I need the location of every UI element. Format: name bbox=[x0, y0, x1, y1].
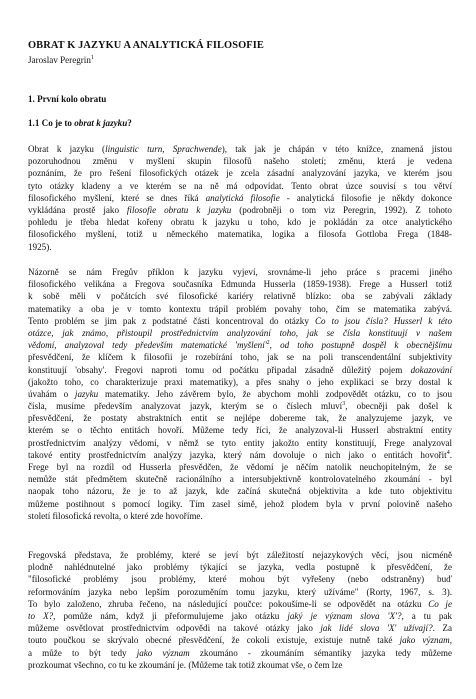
italic-text: dokazování bbox=[410, 364, 452, 375]
italic-text: filosofie obratu k jazyku bbox=[126, 204, 232, 215]
text-line bbox=[28, 598, 452, 610]
footnote-ref[interactable]: 4 bbox=[446, 449, 450, 456]
italic-text: , od toho postupně dospěl k obecnějšímu bbox=[269, 340, 452, 351]
text-line bbox=[28, 143, 452, 155]
text-line bbox=[28, 192, 452, 204]
italic-text: jako význam bbox=[399, 635, 450, 646]
text-line bbox=[28, 204, 452, 216]
text-run: kterém se o těchto entitách hovoří. Můžeme tedy říci, že analyzoval-li Husserl abstraktní entity bbox=[28, 425, 452, 436]
text-line bbox=[28, 622, 452, 634]
text-line bbox=[28, 278, 452, 290]
italic-text: jaký je význam slova 'X'? bbox=[287, 610, 402, 621]
text-line bbox=[28, 549, 452, 561]
text-line bbox=[28, 461, 452, 473]
text-run: ), tak jak je chápán v této knížce, znamená jistou bbox=[221, 144, 452, 154]
paragraph-3 bbox=[28, 549, 452, 671]
text-run: a může to být tedy bbox=[28, 647, 137, 658]
text-run: tyto otázky kladeny a ve kterém se na ně má odpovídat. Tento obrat úzce souvisí s tou větví bbox=[28, 180, 452, 191]
text-run: vykládána prostě jako bbox=[28, 204, 127, 215]
text-line bbox=[28, 315, 452, 327]
subsection-heading: 1.1 Co je to obrat k jazyku? bbox=[28, 118, 132, 128]
text-run: filosofického velikána a Fregova současníka Edmunda Husserla (1859-1938). Frege a Husserl totiž bbox=[28, 279, 452, 290]
text-run: naopak toho názoru, že je to až jazyk, kde začíná skutečná objektivita a kde tuto objektivitu bbox=[28, 486, 452, 497]
text-run: Obrat k jazyku ( bbox=[28, 144, 106, 154]
text-line bbox=[28, 449, 452, 461]
text-line bbox=[28, 180, 452, 192]
text-line bbox=[28, 586, 452, 598]
text-run: Fregovská představa, že problémy, které se jeví být záležitostí nejazykových věcí, jsou nicméně bbox=[28, 550, 452, 560]
italic-text: jazyku bbox=[74, 388, 99, 399]
text-line bbox=[28, 364, 452, 376]
text-run: . Za bbox=[432, 623, 452, 634]
text-run: . bbox=[449, 449, 452, 460]
text-run: To bylo založeno, zhruba řečeno, na následující poučce: pokoušíme-li se odpovědět na otázku bbox=[28, 598, 429, 609]
italic-text: linguistic turn, Sprachwende bbox=[105, 144, 222, 154]
italic-text: vědomí, analyzoval tedy především matematické 'myšlení' bbox=[28, 340, 267, 351]
text-run: můžeme postihnout s pomocí logiky. Tím zasel símě, jehož plodem byla v první polovině našeho bbox=[28, 498, 452, 509]
text-run: pohledu je třeba hledat kořeny obratu k jazyku u toho, kdo je pokládán za otce analytického bbox=[28, 217, 452, 228]
footnote-ref[interactable]: 2 bbox=[266, 340, 270, 347]
text-run: přesvědčení, že klíčem k filosofii je rozebírání toho, jak se na poli transcendentální subjektivity bbox=[28, 352, 452, 363]
text-line bbox=[28, 155, 452, 167]
text-run: k sobě měli v počátcích své filosofické kariéry relativně blízko: oba se zabývali základy bbox=[28, 291, 452, 302]
text-line bbox=[28, 228, 452, 240]
text-run: můžeme osvětlovat prostřednictvím odpovědi na takové otázky jako bbox=[28, 623, 321, 634]
text-run: matematiky a oba je v tomto kontextu trápil problém povahy toho, čím se matematika zabývá. bbox=[28, 303, 452, 314]
text-line bbox=[28, 388, 452, 400]
text-run: - analytická filosofie je někdy dokonce bbox=[279, 192, 453, 203]
text-line bbox=[28, 412, 452, 424]
text-run: takové entity prostřednictvím analýzy jazyka, který nám dovoluje o nich jako o entitách hovořit bbox=[28, 449, 447, 460]
text-line bbox=[28, 561, 452, 573]
text-line bbox=[28, 400, 452, 412]
text-line bbox=[28, 510, 452, 522]
italic-text: otázce, jak známo, přistoupil prostřednictvím analyzování toho, jak se čísla konstituují v našem bbox=[28, 327, 452, 338]
text-line bbox=[28, 290, 452, 302]
text-line bbox=[28, 216, 452, 228]
text-line bbox=[28, 647, 452, 659]
text-run: poznáním, že pro řešení filosofických otázek je zcela zásadní analyzování jazyka, ve kterém jsou bbox=[28, 168, 452, 179]
text-run: "filosofické problémy jsou problémy, které mohou být vyřešeny (nebo odstraněny) buď bbox=[28, 574, 452, 585]
text-line bbox=[28, 303, 452, 315]
author-line bbox=[28, 54, 94, 66]
text-run: konstituují 'obsahy'. Fregovi naproti tomu od počátku připadal zásadně důležitý pojem bbox=[28, 364, 411, 375]
text-line bbox=[28, 473, 452, 485]
text-line bbox=[28, 327, 452, 339]
italic-text: Co je bbox=[428, 598, 452, 609]
text-run: filosofického myšlení, které se dnes říká bbox=[28, 192, 206, 203]
italic-text: analytická filosofie bbox=[205, 192, 280, 203]
text-run: úvahám o bbox=[28, 388, 75, 399]
text-run: , obecněji pak došel k bbox=[345, 401, 452, 412]
text-run: plodně nahlédnutelné jako problémy týkající se jazyka, vedla postupně k přesvědčení, že bbox=[28, 562, 452, 573]
italic-text: to X? bbox=[28, 610, 54, 621]
text-line bbox=[28, 351, 452, 363]
text-run: (podrobněji o tom viz Peregrin, 1992). Z tohoto bbox=[231, 204, 452, 215]
text-run: Názorně se nám Fregův příklon k jazyku vyjeví, srovnáme-li jeho práce s pracemi jiného bbox=[28, 267, 452, 277]
footnote-ref[interactable]: 1 bbox=[90, 55, 94, 61]
text-run: 1925). bbox=[28, 241, 52, 252]
text-line bbox=[28, 241, 452, 253]
text-line bbox=[28, 339, 452, 351]
italic-text: jak lidé slova 'X' užívají? bbox=[320, 623, 433, 634]
text-line bbox=[28, 659, 452, 671]
text-line bbox=[28, 437, 452, 449]
section-heading: 1. První kolo obratu bbox=[28, 94, 107, 104]
text-line bbox=[28, 485, 452, 497]
text-run: Frege byl na rozdíl od Husserla přesvědčen, že vědomí je něčím natolik neuchopitelným, že se bbox=[28, 462, 452, 472]
document-title: OBRAT K JAZYKU A ANALYTICKÁ FILOSOFIE bbox=[28, 40, 264, 51]
italic-text: jako význam bbox=[136, 647, 190, 658]
text-line bbox=[28, 424, 452, 436]
text-run: nemůže stát předmětem skutečně racionálního a intersubjektivně kontrolovatelného zkoumání - byl bbox=[28, 474, 452, 485]
text-run: století filosofická revolta, o které zde hovoříme. bbox=[28, 510, 203, 521]
text-line bbox=[28, 498, 452, 510]
text-line bbox=[28, 610, 452, 622]
paragraph-2 bbox=[28, 266, 452, 522]
text-run: prostřednictvím analýzy vědomí, v němž se tyto entity jakožto entity konstituují, Frege analyzoval bbox=[28, 437, 452, 448]
text-line bbox=[28, 167, 452, 179]
text-run: , pomůže nám, když ji přeformulujeme jako otázku bbox=[53, 610, 288, 621]
text-run: čísla, musíme především analyzovat jazyk, kterým se o číslech mluví bbox=[28, 401, 343, 412]
text-run: (jakožto toho, co charakterizuje praxi matematiky), a přes snahy o jeho explikaci se brzy dostal k bbox=[28, 376, 452, 387]
text-run: matematiky. Jeho závěrem bylo, že abychom mohli zodpovědět otázku, co to jsou bbox=[98, 388, 452, 399]
paragraph-1 bbox=[28, 143, 452, 253]
text-run: reformováním jazyka nebo lepším porozuměním tomu jazyku, který užíváme" (Rorty, 1967, s. 3). bbox=[28, 586, 452, 597]
text-line bbox=[28, 266, 452, 278]
text-line bbox=[28, 634, 452, 646]
italic-text: Co to jsou čísla? Husserl k této bbox=[314, 315, 452, 326]
text-run: Tento problém se jim pak z podstatné části koncentroval do otázky bbox=[28, 315, 315, 326]
text-run: pozoruhodnou změnu v myšlení skupin filosofů našeho století; změnu, která je vedena bbox=[28, 156, 452, 167]
text-run: filosofického myšlení, totiž u německého matematika, logika a filosofa Gottloba Frega (1848- bbox=[28, 229, 452, 240]
footnote-ref[interactable]: 3 bbox=[342, 401, 346, 408]
text-run: , bbox=[449, 635, 452, 646]
text-run: prozkoumat všechno, co tu ke zkoumání je. (Můžeme tak totiž zkoumat vše, o čem lze bbox=[28, 659, 343, 670]
text-run: touto poučkou se skrývalo obecné přesvědčení, že cokoli existuje, existuje nutně také bbox=[28, 635, 400, 646]
author-name: Jaroslav Peregrin bbox=[28, 55, 91, 65]
text-run: , a tu pak bbox=[401, 610, 452, 621]
text-run: zkoumáno - zkoumáním sémantiky jazyka tedy můžeme bbox=[189, 647, 453, 658]
text-run: přesvědčení, že postaty abstraktních entit se nejlépe dobereme tak, že analyzujeme jazyk, ve bbox=[28, 413, 452, 424]
text-line bbox=[28, 573, 452, 585]
text-line bbox=[28, 376, 452, 388]
